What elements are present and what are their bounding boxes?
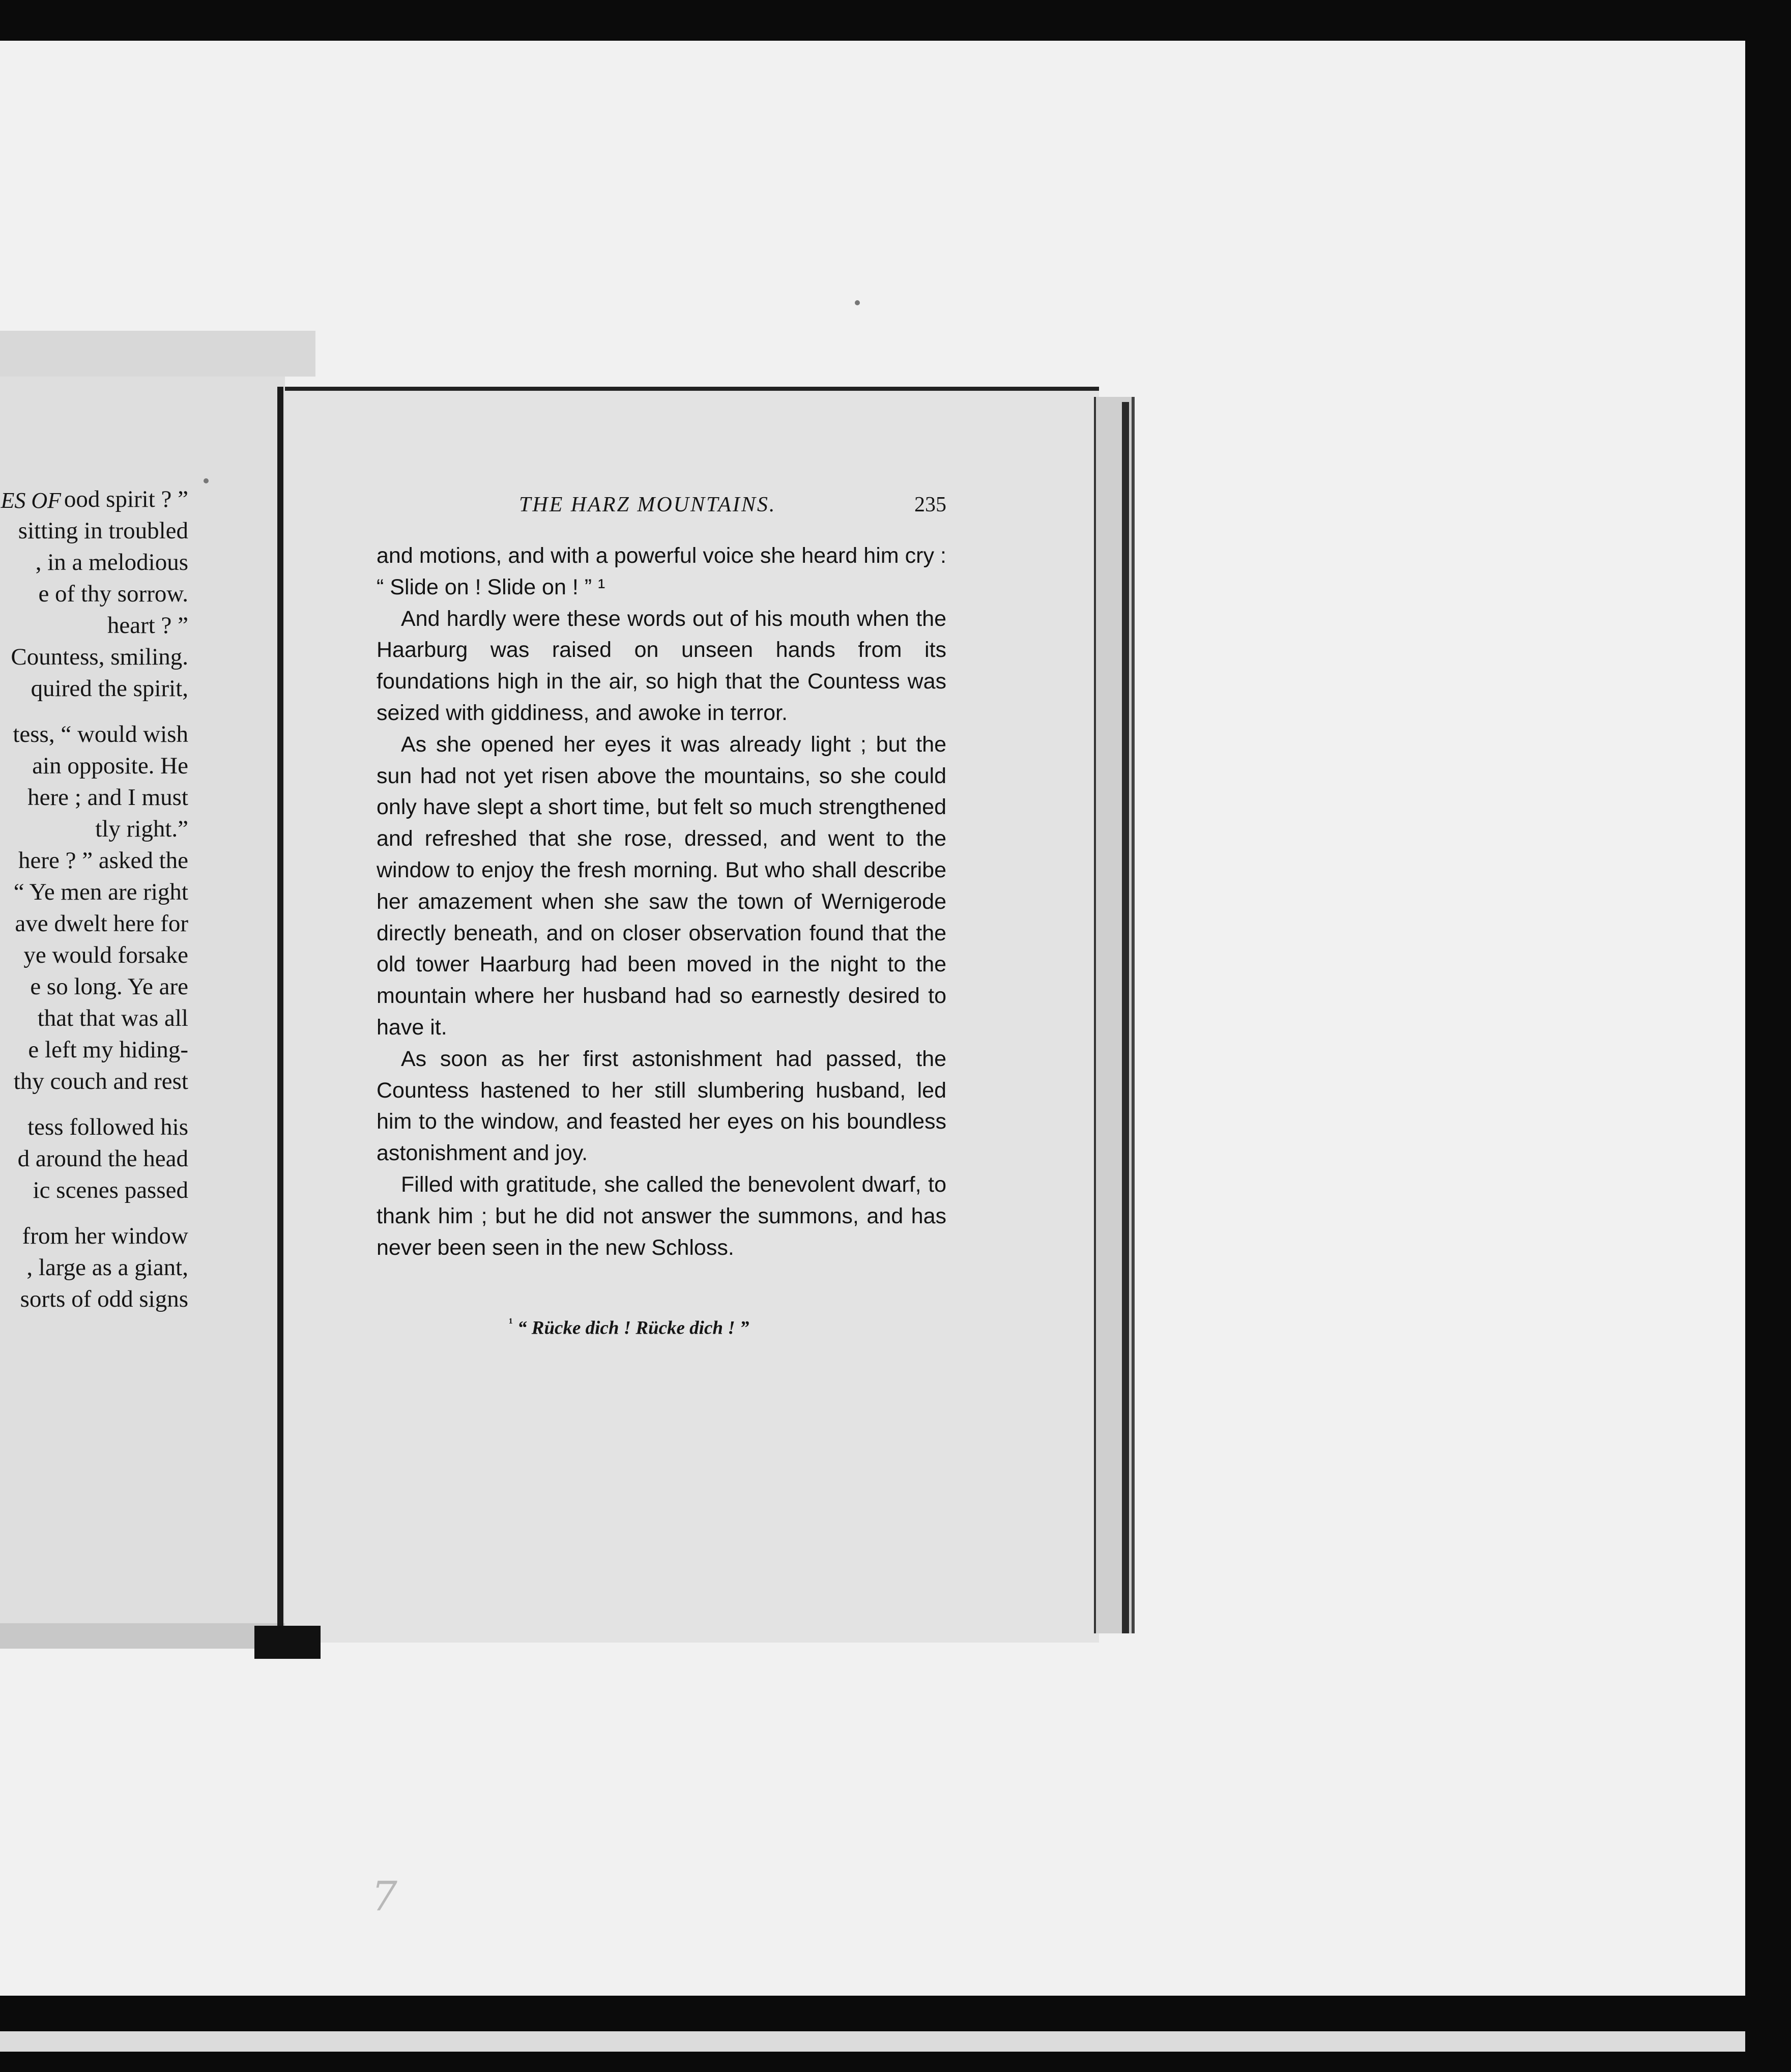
left-page-line: sorts of odd signs: [20, 1286, 188, 1312]
left-page-line: e of thy sorrow.: [38, 581, 188, 607]
footnote: [509, 1315, 865, 1339]
left-running-title: ES OF: [1, 488, 61, 513]
left-page-text: [0, 483, 188, 1501]
left-page-line: “ Ye men are right: [13, 879, 188, 905]
left-page-line: e left my hiding-: [28, 1037, 188, 1063]
left-page-line: d around the head: [17, 1145, 188, 1172]
left-page-bottom-edge: [0, 1623, 285, 1649]
left-page-line: [0, 1097, 188, 1111]
dust-speck: [855, 300, 860, 305]
left-page-line: tess, “ would wish: [13, 721, 188, 747]
left-page-line: here ? ” asked the: [18, 847, 188, 874]
footnote-text: “ Rücke dich ! Rücke dich ! ”: [517, 1317, 749, 1339]
left-page-line: heart ? ”: [107, 612, 188, 639]
left-page-line: thy couch and rest: [13, 1068, 188, 1095]
cover-edge: [1122, 402, 1129, 1633]
left-page-line: here ; and I must: [27, 784, 188, 811]
page-number: 235: [914, 493, 946, 516]
left-page-line: ye would forsake: [23, 942, 188, 968]
left-page-line: ave dwelt here for: [15, 910, 188, 937]
left-page-line: ood spirit ? ”: [64, 486, 188, 512]
dust-speck: [204, 478, 209, 483]
book-spine-tab: [254, 1626, 321, 1659]
left-page-line: ain opposite. He: [32, 753, 188, 779]
book-spine-gutter: [277, 387, 283, 1628]
left-page-line: tess followed his: [27, 1114, 188, 1140]
left-page-line: [0, 1206, 188, 1220]
paragraph-5: Filled with gratitude, she called the benevolent dwarf, to thank him ; but he did not answer the summons, and has never been seen in the new Schloss.: [377, 1172, 946, 1260]
film-border-bottom-strip: [0, 2031, 1745, 2052]
film-border-right: [1745, 0, 1791, 2072]
left-page-line: from her window: [22, 1223, 188, 1249]
paragraph-2: And hardly were these words out of his mouth when the Haarburg was raised on unseen hands from its foundations high in the air, so high that the Countess was seized with giddiness, and awoke in terror.: [377, 606, 946, 725]
running-title: THE HARZ MOUNTAINS.: [519, 493, 776, 516]
left-page-line: tly right.”: [95, 816, 188, 842]
left-page-line: [0, 704, 188, 718]
paragraph-1: and motions, and with a powerful voice she heard him cry : “ Slide on ! Slide on ! ” ¹: [377, 543, 946, 599]
left-page-line: , in a melodious: [35, 549, 188, 575]
footnote-marker: ¹: [509, 1315, 513, 1330]
left-page-line: sitting in troubled: [18, 517, 188, 544]
book-shadow: [0, 331, 315, 377]
left-page-line: ic scenes passed: [33, 1177, 188, 1203]
handwritten-margin-mark: 7: [371, 1873, 397, 1920]
film-border-top: [0, 0, 1791, 41]
left-page-line: , large as a giant,: [26, 1254, 188, 1281]
left-page-line: e so long. Ye are: [30, 973, 188, 1000]
left-page-line: quired the spirit,: [31, 675, 188, 702]
left-page-line: Countess, smiling.: [11, 644, 188, 670]
left-page-line: that that was all: [37, 1005, 188, 1031]
right-page-body: [377, 540, 946, 1263]
paragraph-3: As she opened her eyes it was already light ; but the sun had not yet risen above the mountains, so she could only have slept a short time, but felt so much strengthened and refreshed that she rose, dressed, and went to the window to enjoy the fresh morning. But who shall describe her amazement when she saw the town of Wernigerode directly beneath, and on closer observation found that the old tower Haarburg had been moved in the night to the mountain where her husband had so earnestly desired to have it.: [377, 732, 946, 1040]
paragraph-4: As soon as her first astonishment had passed, the Countess hastened to her still slumbering husband, led him to the window, and feasted her eyes on his boundless astonishment and joy.: [377, 1046, 946, 1166]
right-page-header: [377, 493, 946, 528]
